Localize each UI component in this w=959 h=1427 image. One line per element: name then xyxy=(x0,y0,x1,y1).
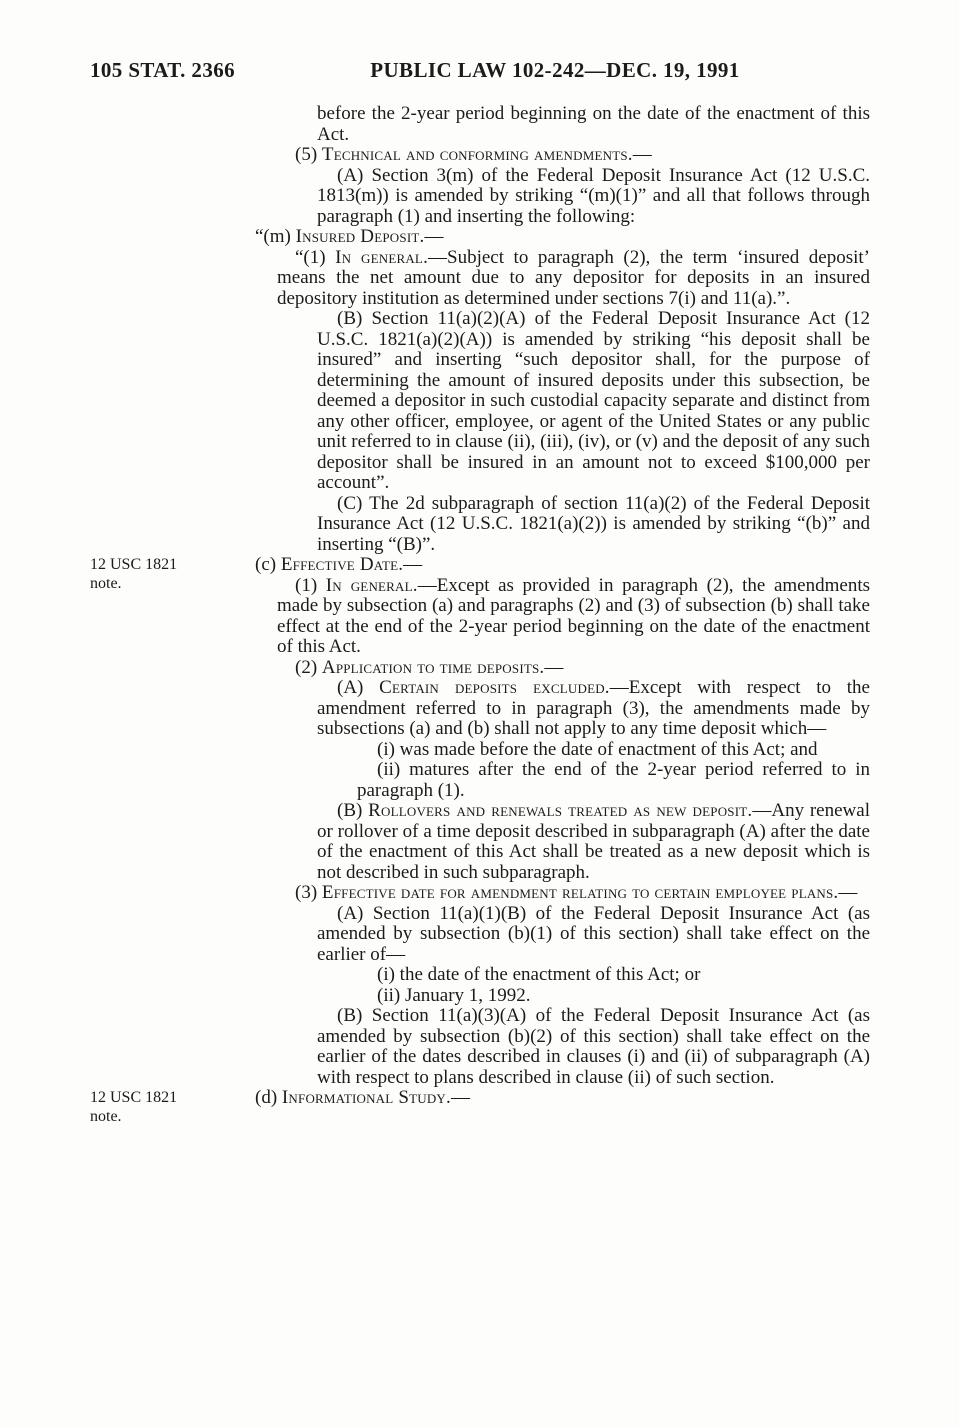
text-run: (B) Section 11(a)(3)(A) of the Federal Deposit Insurance Act (as amended by subsection (b)(2) of this section) shall take effect on the earlier of the dates described in clauses (i) and (ii) of subparagraph (A) with respect to plans described in clause (ii) of such section. xyxy=(317,1005,870,1088)
small-caps-run: Insured Deposit.— xyxy=(295,226,444,247)
paragraph xyxy=(357,760,870,801)
paragraph xyxy=(317,494,870,556)
text-run: (ii) matures after the end of the 2-year period referred to in paragraph (1). xyxy=(357,759,870,801)
small-caps-run: Application to time deposits.— xyxy=(321,656,564,678)
text-run: (2) xyxy=(295,656,322,678)
text-run: —Except with respect to the amendment referred to in paragraph (3), the amendments made by subsections (a) and (b) shall not apply to any time deposit which— xyxy=(317,677,870,739)
paragraph xyxy=(357,965,870,986)
paragraph xyxy=(277,883,870,904)
margin-note-line: 12 USC 1821 xyxy=(90,556,178,573)
text-run: (A) Section 11(a)(1)(B) of the Federal Deposit Insurance Act (as amended by subsection (b)(1) of this section) shall take effect on the earlier of— xyxy=(317,902,870,965)
text-run: (C) The 2d subparagraph of section 11(a)(2) of the Federal Deposit Insurance Act (12 U.S.C. 1821(a)(2)) is amended by striking “(b)” and inserting “(B)”. xyxy=(317,492,870,555)
text-run: (A) xyxy=(337,677,380,698)
paragraph xyxy=(255,555,870,576)
text-run: —Subject to paragraph (2), the term ‘insured deposit’ means the net amount due to any depositor for deposits in an insured depository institution as determined under sections 7(i) and 11(a).”. xyxy=(277,246,870,309)
text-run: (d) xyxy=(255,1087,282,1108)
small-caps-run: In general. xyxy=(325,574,418,596)
paragraph xyxy=(317,678,870,740)
paragraph xyxy=(317,104,870,145)
paragraph xyxy=(255,227,870,248)
page-header xyxy=(255,58,855,83)
text-run: (i) the date of the enactment of this Act; or xyxy=(377,964,701,985)
law-title: PUBLIC LAW 102-242—DEC. 19, 1991 xyxy=(370,58,740,82)
margin-note xyxy=(90,1088,240,1126)
paragraph xyxy=(317,904,870,966)
paragraph xyxy=(317,166,870,228)
small-caps-run: Certain deposits excluded. xyxy=(379,677,610,698)
text-run: (B) Section 11(a)(2)(A) of the Federal Deposit Insurance Act (12 U.S.C. 1821(a)(2)(A)) is amended by striking “his deposit shall be insured” and inserting “such depositor shall, for the purpose of determining the amount of insured deposits under this subsection, be deemed a depositor in such custodial capacity separate and distinct from any other officer, employee, or agent of the United States or any public unit referred to in clause (ii), (iii), (iv), or (v) and the deposit of any such depositor shall be insured in an amount not to exceed $100,000 per account”. xyxy=(317,308,870,493)
text-run: (3) xyxy=(295,882,322,903)
small-caps-run: Effective date for amendment relating to certain employee plans.— xyxy=(321,882,858,903)
text-run: (A) Section 3(m) of the Federal Deposit Insurance Act (12 U.S.C. 1813(m)) is amended by striking “(m)(1)” and all that follows through paragraph (1) and inserting the following: xyxy=(317,164,870,227)
margin-note-line: 12 USC 1821 xyxy=(90,1089,178,1106)
stat-page-number: 105 STAT. 2366 xyxy=(90,58,236,82)
paragraph xyxy=(277,248,870,310)
paragraph xyxy=(277,658,870,679)
paragraph xyxy=(277,145,870,166)
text-run: (1) xyxy=(295,574,326,596)
margin-note-line: note. xyxy=(90,1108,122,1125)
paragraph xyxy=(317,1006,870,1088)
text-run: (B) xyxy=(337,800,369,821)
text-run: (c) xyxy=(255,554,281,575)
text-run: (ii) January 1, 1992. xyxy=(377,984,531,1006)
text-run: before the 2-year period beginning on the date of the enactment of this Act. xyxy=(317,103,870,145)
text-run: “(m) xyxy=(255,226,296,247)
text-run: —Any renewal or rollover of a time deposit described in subparagraph (A) after the date of the enactment of this Act shall be treated as a new deposit which is not described in such subparagraph. xyxy=(317,800,870,883)
small-caps-run: Effective Date.— xyxy=(280,554,423,575)
paragraph xyxy=(255,1088,870,1109)
text-run: “(1) xyxy=(295,246,336,268)
small-caps-run: Rollovers and renewals treated as new deposit. xyxy=(368,800,753,821)
margin-note-line: note. xyxy=(90,575,122,592)
margin-note xyxy=(90,555,240,593)
text-run: —Except as provided in paragraph (2), the amendments made by subsection (a) and paragraphs (2) and (3) of subsection (b) shall take effect at the end of the 2-year period beginning on the date of the enactment of this Act. xyxy=(277,574,871,657)
paragraph xyxy=(357,986,870,1007)
small-caps-run: Technical and conforming amendments.— xyxy=(321,144,652,165)
small-caps-run: Informational Study.— xyxy=(281,1087,471,1108)
text-run: (5) xyxy=(295,144,322,165)
text-run: (i) was made before the date of enactment of this Act; and xyxy=(377,738,818,760)
paragraph xyxy=(277,576,870,658)
paragraph xyxy=(317,309,870,494)
paragraph xyxy=(317,801,870,883)
paragraph xyxy=(357,740,870,761)
body-text-column xyxy=(255,104,870,1109)
small-caps-run: In general. xyxy=(335,246,429,268)
